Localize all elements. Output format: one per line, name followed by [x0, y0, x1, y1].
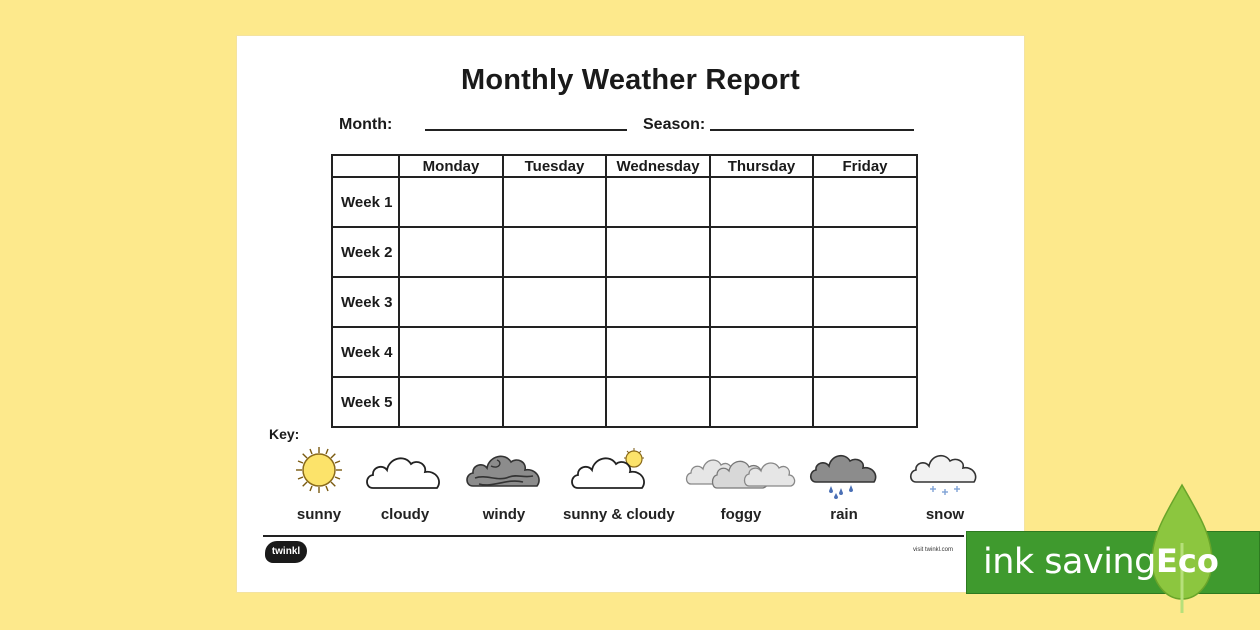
- key-label-sunny: sunny: [296, 506, 342, 523]
- key-label-windy: windy: [482, 506, 526, 523]
- grid-cell: [813, 327, 917, 377]
- grid-cell: [813, 177, 917, 227]
- key-item-windy: [463, 444, 545, 523]
- grid-cell: [503, 327, 606, 377]
- rain-cloud-icon: [807, 444, 881, 500]
- grid-cell: [813, 227, 917, 277]
- ink-saving-badge: [966, 483, 1260, 613]
- key-label-sunny-cloudy: sunny & cloudy: [563, 506, 675, 523]
- month-label: Month:: [339, 116, 393, 133]
- grid-cell: [606, 177, 710, 227]
- grid-cell: [710, 277, 813, 327]
- key-item-sunny-cloudy: [563, 444, 675, 523]
- table-row: [332, 327, 917, 377]
- grid-cell: [399, 277, 503, 327]
- eco-text: Eco: [1156, 542, 1219, 580]
- grid-cell: [710, 327, 813, 377]
- week-label: Week 3: [332, 277, 399, 327]
- key-label-cloudy: cloudy: [380, 506, 430, 523]
- key-item-rain: [807, 444, 881, 523]
- key-item-foggy: [683, 444, 799, 523]
- grid-cell: [710, 227, 813, 277]
- cloud-icon: [363, 444, 447, 496]
- grid-cell: [503, 177, 606, 227]
- sun-cloud-icon: [568, 444, 658, 496]
- key-label-foggy: foggy: [720, 506, 762, 523]
- table-row: [332, 227, 917, 277]
- month-line: [425, 129, 627, 131]
- grid-cell: [503, 227, 606, 277]
- grid-cell: [399, 377, 503, 427]
- table-row: [332, 277, 917, 327]
- season-line: [710, 129, 914, 131]
- week-label: Week 4: [332, 327, 399, 377]
- grid-cell: [710, 377, 813, 427]
- grid-cell: [503, 277, 606, 327]
- week-label: Week 2: [332, 227, 399, 277]
- table-row: [332, 177, 917, 227]
- weather-grid: [331, 154, 918, 428]
- grid-corner: [332, 155, 399, 177]
- key-item-cloudy: [363, 444, 447, 523]
- day-header: Monday: [399, 155, 503, 177]
- footer-divider: [263, 535, 964, 537]
- season-label: Season:: [643, 116, 706, 133]
- windy-cloud-icon: [463, 444, 545, 496]
- worksheet-page: [236, 35, 1025, 593]
- table-row: [332, 377, 917, 427]
- key-label: Key:: [269, 426, 300, 442]
- day-header: Wednesday: [606, 155, 710, 177]
- page-title: Monthly Weather Report: [461, 64, 800, 96]
- week-label: Week 5: [332, 377, 399, 427]
- grid-cell: [606, 277, 710, 327]
- grid-cell: [710, 177, 813, 227]
- grid-cell: [813, 277, 917, 327]
- day-header: Tuesday: [503, 155, 606, 177]
- week-label: Week 1: [332, 177, 399, 227]
- grid-cell: [399, 327, 503, 377]
- grid-cell: [813, 377, 917, 427]
- grid-cell: [606, 227, 710, 277]
- twinkl-logo: twinkl: [265, 541, 307, 563]
- key-item-sunny: [289, 444, 349, 523]
- ink-saving-text: ink saving: [983, 542, 1156, 582]
- footer-url: visit twinkl.com: [913, 547, 954, 553]
- grid-cell: [606, 377, 710, 427]
- day-header: Thursday: [710, 155, 813, 177]
- grid-cell: [399, 227, 503, 277]
- fog-icon: [683, 444, 799, 496]
- key-label-snow: snow: [925, 506, 965, 523]
- sun-icon: [293, 444, 345, 496]
- grid-cell: [503, 377, 606, 427]
- key-label-rain: rain: [830, 506, 858, 523]
- day-header: Friday: [813, 155, 917, 177]
- grid-cell: [606, 327, 710, 377]
- grid-cell: [399, 177, 503, 227]
- grid-header-row: [332, 155, 917, 177]
